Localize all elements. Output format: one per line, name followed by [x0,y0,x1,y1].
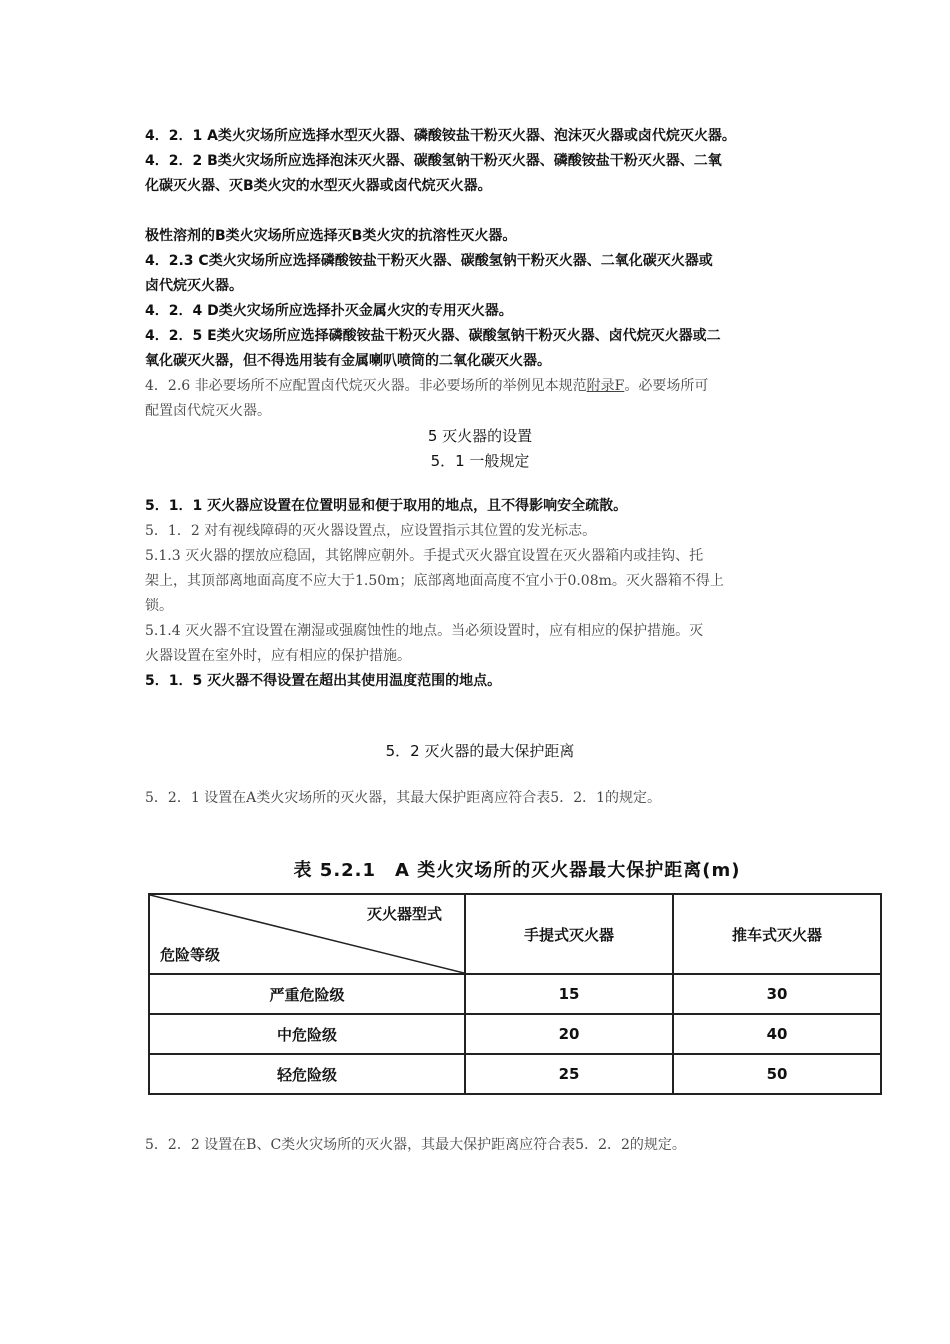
clause-4-2-2-line2: 化碳灭火器、灭B类火灾的水型灭火器或卤代烷灭火器。 [145,178,492,194]
clause-4-2-4: 4．2．4 D类火灾场所应选择扑灭金属火灾的专用灭火器。 [145,303,513,319]
section-5-1-title: 5．1 一般规定 [430,452,530,470]
clause-5-2-1: 5．2．1 设置在A类火灾场所的灭火器，其最大保护距离应符合表5．2．1的规定。 [145,790,662,806]
clause-4-2-1: 4．2．1 A类火灾场所应选择水型灭火器、磷酸铵盐干粉灭火器、泡沫灭火器或卤代烷灭火器。 [145,128,736,144]
hazard-level-label: 危险等级 [160,946,221,964]
table-caption: 表 5.2.1 A 类火灾场所的灭火器最大保护距离(m) [293,860,741,881]
clause-5-1-1: 5．1．1 灭火器应设置在位置明显和便于取用的地点，且不得影响安全疏散。 [145,498,628,514]
wheeled-distance-cell: 50 [673,1054,881,1094]
clause-4-2-5-line1: 4．2．5 E类火灾场所应选择磷酸铵盐干粉灭火器、碳酸氢钠干粉灭火器、卤代烷灭火器或二 [145,328,721,344]
after-table-text [145,1133,815,1158]
clause-4-2-6-text: 4．2.6 非必要场所不应配置卤代烷灭火器。非必要场所的举例见本规范 [145,378,587,394]
column-header-portable: 手提式灭火器 [465,894,673,974]
portable-distance-cell: 20 [465,1014,673,1054]
table-row [149,974,881,1014]
wheeled-distance-cell: 30 [673,974,881,1014]
table-row [149,1014,881,1054]
appendix-f-link[interactable]: 附录F [586,378,625,394]
diagonal-header-cell [149,894,465,974]
clause-5-1-3-line2: 架上，其顶部离地面高度不应大于1.50m；底部离地面高度不宜小于0.08m。灭火器箱不得上 [145,573,724,589]
hazard-level-cell: 中危险级 [149,1014,465,1054]
clause-5-1-4-line2: 火器设置在室外时，应有相应的保护措施。 [145,648,411,664]
extinguisher-type-label: 灭火器型式 [366,905,442,923]
clause-4-2-3-line1: 4．2.3 C类火灾场所应选择磷酸铵盐干粉灭火器、碳酸氢钠干粉灭火器、二氧化碳灭火器或 [145,253,713,269]
portable-distance-cell: 15 [465,974,673,1014]
hazard-level-cell: 严重危险级 [149,974,465,1014]
section-5-2-title: 5．2 灭火器的最大保护距离 [385,742,575,760]
clause-5-1-5: 5．1．5 灭火器不得设置在超出其使用温度范围的地点。 [145,673,502,689]
clause-4-2-6-line1 [145,374,815,399]
clause-4-2-2-note: 极性溶剂的B类火灾场所应选择灭B类火灾的抗溶性灭火器。 [145,228,517,244]
table-header-row [149,894,881,974]
hazard-level-cell: 轻危险级 [149,1054,465,1094]
clause-4-2-3-line2: 卤代烷灭火器。 [145,278,243,294]
section-5-title: 5 灭火器的设置 [427,427,533,445]
clause-4-2-6-line2: 配置卤代烷灭火器。 [145,403,271,419]
portable-distance-cell: 25 [465,1054,673,1094]
clause-5-2-2: 5．2．2 设置在B、C类火灾场所的灭火器，其最大保护距离应符合表5．2．2的规定。 [145,1137,686,1153]
clause-4-2-5-line2: 氧化碳灭火器，但不得选用装有金属喇叭喷筒的二氧化碳灭火器。 [145,353,551,369]
clause-4-2-2-line1: 4．2．2 B类火灾场所应选择泡沫灭火器、碳酸氢钠干粉灭火器、磷酸铵盐干粉灭火器、二氧 [145,153,722,169]
clause-5-1-4-line1: 5.1.4 灭火器不宜设置在潮湿或强腐蚀性的地点。当必须设置时，应有相应的保护措施。灭 [145,623,704,639]
protection-distance-table [148,893,882,1095]
clause-5-1-3-line3: 锁。 [145,598,173,614]
wheeled-distance-cell: 40 [673,1014,881,1054]
clause-4-2-6-text-end: 。必要场所可 [624,378,709,394]
table-5-2-1 [148,857,886,1095]
document-body [145,124,815,811]
clause-5-1-3-line1: 5.1.3 灭火器的摆放应稳固，其铭牌应朝外。手提式灭火器宜设置在灭火器箱内或挂钩、托 [145,548,704,564]
table-row [149,1054,881,1094]
clause-5-1-2: 5．1．2 对有视线障碍的灭火器设置点，应设置指示其位置的发光标志。 [145,523,597,539]
column-header-wheeled: 推车式灭火器 [673,894,881,974]
